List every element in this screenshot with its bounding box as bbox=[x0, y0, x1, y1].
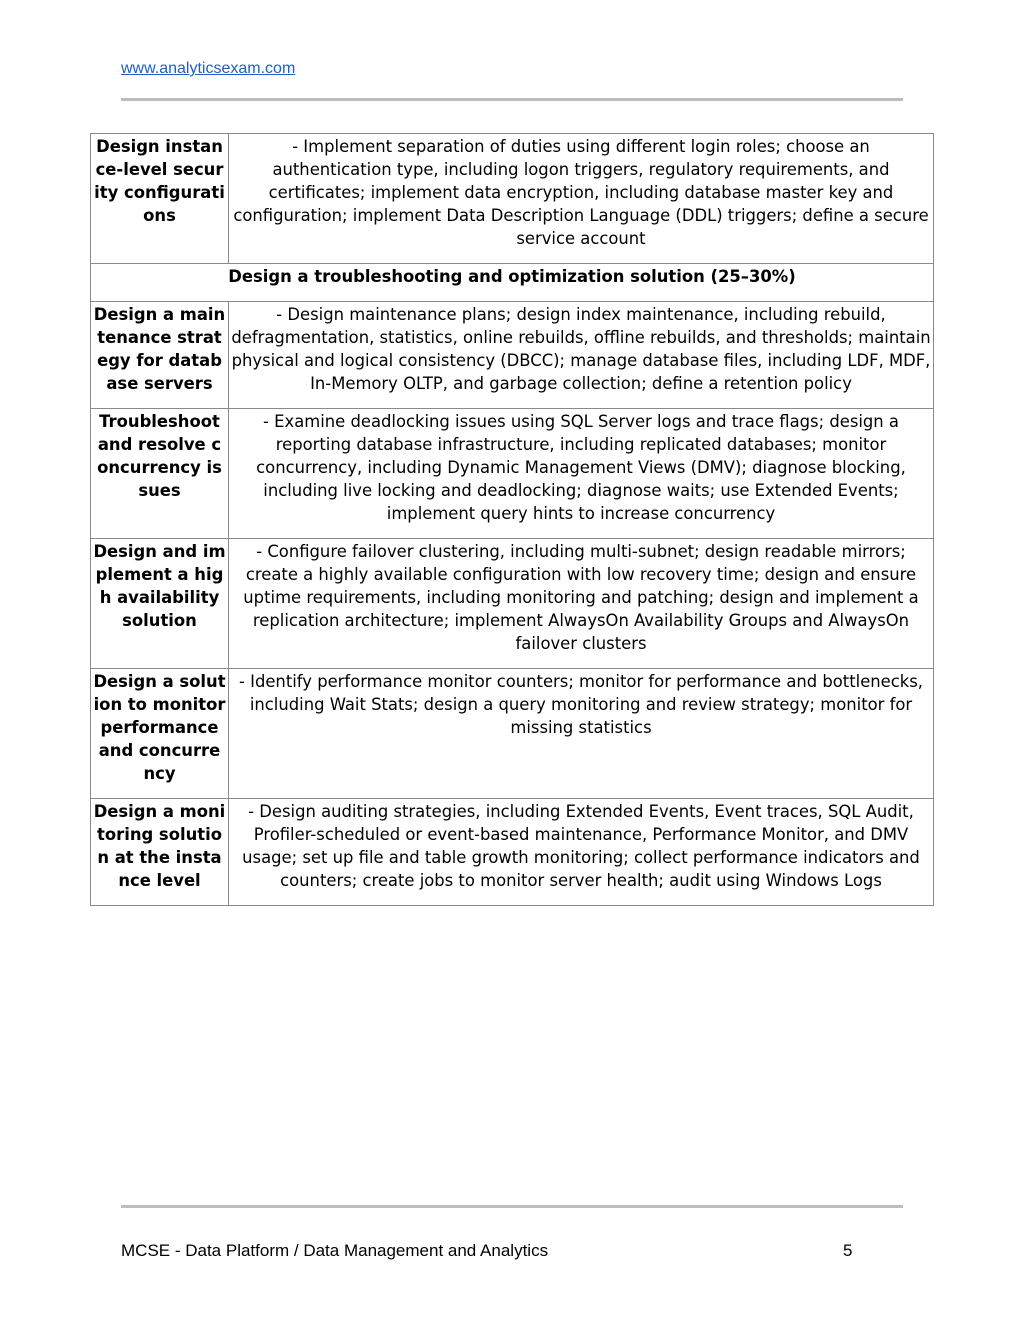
objective-description: - Identify performance monitor counters; monitor for performance and bottlenecks, including Wait Stats; design a query monitoring and review strategy; monitor for missing statistics bbox=[229, 669, 934, 799]
table-row bbox=[91, 539, 934, 669]
objective-topic: Design and implement a high availability solution bbox=[91, 539, 229, 669]
objective-description: - Examine deadlocking issues using SQL Server logs and trace flags; design a reporting database infrastructure, including replicated databases; monitor concurrency, including Dynamic Management Views (DMV); diagnose blocking, including live locking and deadlocking; diagnose waits; use Extended Events; implement query hints to increase concurrency bbox=[229, 409, 934, 539]
section-heading-row bbox=[91, 264, 934, 302]
table-row bbox=[91, 302, 934, 409]
objective-topic: Design instance-level security configurations bbox=[91, 134, 229, 264]
header-divider bbox=[121, 98, 903, 101]
objective-description: - Design maintenance plans; design index maintenance, including rebuild, defragmentation, statistics, online rebuilds, offline rebuilds, and thresholds; maintain physical and logical consistency (DBCC); manage database files, including LDF, MDF, In-Memory OLTP, and garbage collection; define a retention policy bbox=[229, 302, 934, 409]
footer-title: MCSE - Data Platform / Data Management and Analytics bbox=[121, 1241, 549, 1260]
footer-divider bbox=[121, 1205, 903, 1208]
exam-objectives-table bbox=[90, 133, 934, 906]
table-row bbox=[91, 134, 934, 264]
objective-description: - Configure failover clustering, including multi-subnet; design readable mirrors; create a highly available configuration with low recovery time; design and ensure uptime requirements, including monitoring and patching; design and implement a replication architecture; implement AlwaysOn Availability Groups and AlwaysOn failover clusters bbox=[229, 539, 934, 669]
objective-description: - Design auditing strategies, including Extended Events, Event traces, SQL Audit, Profiler-scheduled or event-based maintenance, Performance Monitor, and DMV usage; set up file and table growth monitoring; collect performance indicators and counters; create jobs to monitor server health; audit using Windows Logs bbox=[229, 799, 934, 906]
objective-topic: Design a maintenance strategy for database servers bbox=[91, 302, 229, 409]
objective-topic: Design a monitoring solution at the instance level bbox=[91, 799, 229, 906]
section-heading: Design a troubleshooting and optimization solution (25–30%) bbox=[91, 264, 934, 302]
table-row bbox=[91, 409, 934, 539]
table-row bbox=[91, 669, 934, 799]
page-number: 5 bbox=[843, 1241, 853, 1260]
objective-topic: Troubleshoot and resolve concurrency issues bbox=[91, 409, 229, 539]
objective-description: - Implement separation of duties using different login roles; choose an authentication type, including logon triggers, regulatory requirements, and certificates; implement data encryption, including database master key and configuration; implement Data Description Language (DDL) triggers; define a secure service account bbox=[229, 134, 934, 264]
objective-topic: Design a solution to monitor performance and concurrency bbox=[91, 669, 229, 799]
table-row bbox=[91, 799, 934, 906]
header-website-link[interactable]: www.analyticsexam.com bbox=[121, 60, 296, 77]
